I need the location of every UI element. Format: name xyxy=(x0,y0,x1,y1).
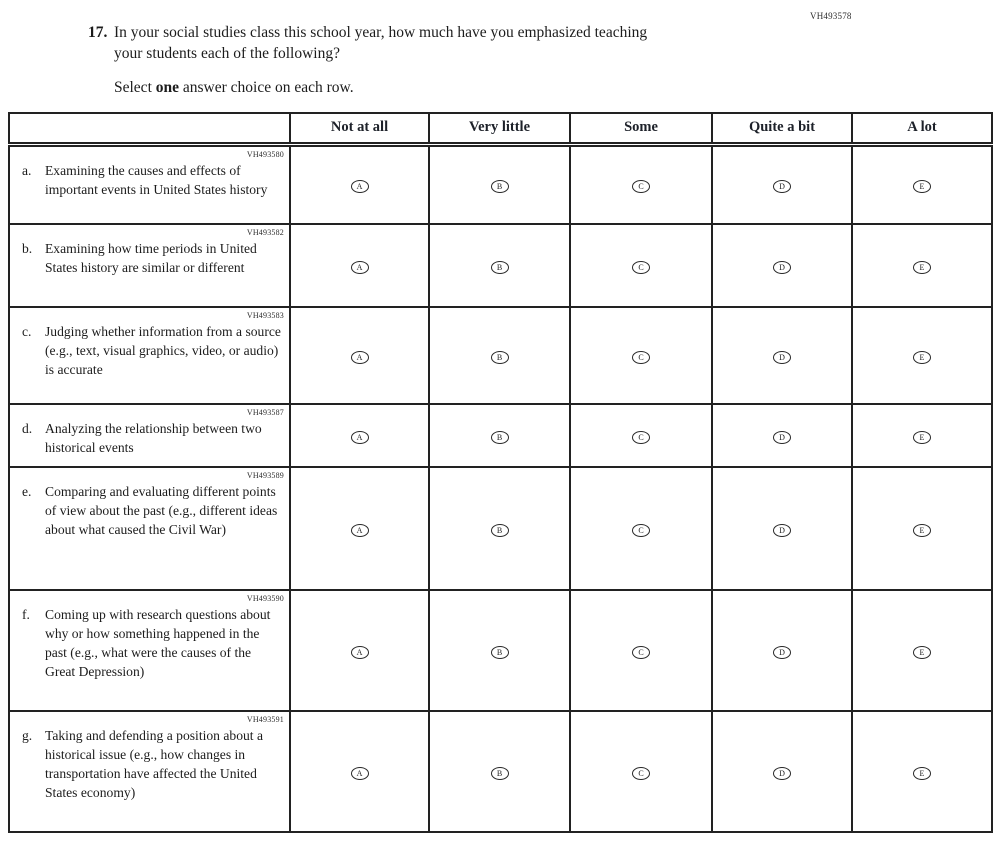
option-bubble-b[interactable]: B xyxy=(491,646,509,659)
option-cell xyxy=(290,590,429,711)
row-text: Coming up with research questions about why or how something happened in the past (e.g., what were the causes of the Great Depression) xyxy=(45,607,271,679)
option-bubble-e[interactable]: E xyxy=(913,431,931,444)
table-row-g xyxy=(9,711,992,832)
option-bubble-c[interactable]: C xyxy=(632,261,650,274)
option-cell xyxy=(570,144,712,224)
option-bubble-b[interactable]: B xyxy=(491,261,509,274)
row-letter: a. xyxy=(22,162,32,178)
option-cell xyxy=(852,711,992,832)
form-code: VH493578 xyxy=(810,11,852,21)
option-cell xyxy=(570,307,712,404)
option-bubble-e[interactable]: E xyxy=(913,180,931,193)
row-letter: f. xyxy=(22,607,30,622)
row-letter: b. xyxy=(22,241,33,256)
option-cell xyxy=(712,224,852,307)
row-code: VH493582 xyxy=(246,228,284,237)
instruction-suffix: answer choice on each row. xyxy=(179,79,354,96)
row-stem xyxy=(9,467,290,590)
row-letter: e. xyxy=(22,484,32,499)
row-stem xyxy=(9,307,290,404)
question-number: 17. xyxy=(88,24,108,41)
option-bubble-a[interactable]: A xyxy=(351,261,369,274)
option-bubble-c[interactable]: C xyxy=(632,431,650,444)
option-bubble-d[interactable]: D xyxy=(773,180,791,193)
option-cell xyxy=(852,144,992,224)
option-bubble-a[interactable]: A xyxy=(351,767,369,780)
option-bubble-b[interactable]: B xyxy=(491,767,509,780)
column-header-some: Some xyxy=(570,113,712,144)
row-code: VH493583 xyxy=(246,311,284,320)
option-cell xyxy=(290,404,429,467)
instruction-prefix: Select xyxy=(114,79,156,96)
row-letter: d. xyxy=(22,421,33,436)
option-bubble-d[interactable]: D xyxy=(773,646,791,659)
option-bubble-e[interactable]: E xyxy=(913,351,931,364)
option-cell xyxy=(852,307,992,404)
row-letter: g. xyxy=(22,728,33,743)
column-header-very-little: Very little xyxy=(429,113,570,144)
row-code: VH493591 xyxy=(246,715,284,724)
option-cell xyxy=(712,590,852,711)
option-bubble-c[interactable]: C xyxy=(632,767,650,780)
option-cell xyxy=(712,307,852,404)
option-cell xyxy=(852,467,992,590)
option-bubble-e[interactable]: E xyxy=(913,646,931,659)
row-text: Taking and defending a position about a historical issue (e.g., how changes in transportation have affected the United States economy) xyxy=(45,728,264,800)
option-cell xyxy=(429,144,570,224)
option-bubble-c[interactable]: C xyxy=(632,351,650,364)
option-cell xyxy=(290,307,429,404)
column-header-not-at-all: Not at all xyxy=(290,113,429,144)
row-code: VH493580 xyxy=(246,149,284,159)
question-text xyxy=(114,22,647,64)
option-bubble-b[interactable]: B xyxy=(491,180,509,193)
row-code: VH493587 xyxy=(246,408,284,417)
option-bubble-c[interactable]: C xyxy=(632,180,650,193)
row-code: VH493590 xyxy=(246,594,284,603)
option-cell xyxy=(570,224,712,307)
option-cell xyxy=(290,224,429,307)
option-cell xyxy=(429,404,570,467)
column-header-quite-a-bit: Quite a bit xyxy=(712,113,852,144)
row-stem xyxy=(9,590,290,711)
option-cell xyxy=(570,467,712,590)
instruction-bold-word: one xyxy=(155,79,179,96)
option-cell xyxy=(429,224,570,307)
option-cell xyxy=(429,467,570,590)
option-cell xyxy=(570,590,712,711)
column-header-a-lot: A lot xyxy=(852,113,992,144)
option-bubble-a[interactable]: A xyxy=(351,524,369,537)
option-bubble-a[interactable]: A xyxy=(351,431,369,444)
option-cell xyxy=(570,711,712,832)
option-cell xyxy=(429,711,570,832)
row-text: Judging whether information from a source (e.g., text, visual graphics, video, or audio) is accurate xyxy=(45,324,281,377)
option-bubble-c[interactable]: C xyxy=(632,524,650,537)
option-bubble-c[interactable]: C xyxy=(632,646,650,659)
option-bubble-e[interactable]: E xyxy=(913,524,931,537)
option-bubble-d[interactable]: D xyxy=(773,261,791,274)
option-cell xyxy=(852,590,992,711)
option-cell xyxy=(712,467,852,590)
row-text: Analyzing the relationship between two historical events xyxy=(45,421,262,455)
table-row-e xyxy=(9,467,992,590)
option-bubble-a[interactable]: A xyxy=(351,180,369,193)
option-cell xyxy=(712,404,852,467)
option-cell xyxy=(712,144,852,224)
option-bubble-b[interactable]: B xyxy=(491,351,509,364)
option-cell xyxy=(429,307,570,404)
row-stem xyxy=(9,144,290,224)
option-bubble-e[interactable]: E xyxy=(913,767,931,780)
row-letter: c. xyxy=(22,324,32,339)
row-text: Comparing and evaluating different points of view about the past (e.g., different ideas about what caused the Civil War) xyxy=(45,484,278,537)
row-text: Examining how time periods in United States history are similar or different xyxy=(45,241,257,275)
row-stem xyxy=(9,404,290,467)
option-bubble-d[interactable]: D xyxy=(773,431,791,444)
option-cell xyxy=(290,144,429,224)
option-cell xyxy=(852,224,992,307)
row-stem xyxy=(9,711,290,832)
table-row-c xyxy=(9,307,992,404)
option-cell xyxy=(852,404,992,467)
row-stem xyxy=(9,224,290,307)
header-stem-empty xyxy=(9,113,290,144)
option-cell xyxy=(290,467,429,590)
emphasis-matrix-table xyxy=(8,112,993,833)
option-bubble-a[interactable]: A xyxy=(351,351,369,364)
option-bubble-b[interactable]: B xyxy=(491,524,509,537)
question-line-1: In your social studies class this school year, how much have you emphasized teaching xyxy=(114,24,648,41)
option-cell xyxy=(570,404,712,467)
table-row-f xyxy=(9,590,992,711)
option-bubble-d[interactable]: D xyxy=(773,767,791,780)
option-bubble-a[interactable]: A xyxy=(351,646,369,659)
table-row-d xyxy=(9,404,992,467)
option-bubble-d[interactable]: D xyxy=(773,524,791,537)
option-bubble-e[interactable]: E xyxy=(913,261,931,274)
table-row-b xyxy=(9,224,992,307)
option-cell xyxy=(290,711,429,832)
row-text: Examining the causes and effects of important events in United States history xyxy=(45,162,268,197)
row-code: VH493589 xyxy=(246,471,284,480)
question-block xyxy=(88,22,788,98)
table-row-a xyxy=(9,144,992,224)
question-line-2: your students each of the following? xyxy=(114,45,340,62)
option-bubble-d[interactable]: D xyxy=(773,351,791,364)
option-bubble-b[interactable]: B xyxy=(491,431,509,444)
option-cell xyxy=(712,711,852,832)
instruction-text xyxy=(114,77,788,98)
option-cell xyxy=(429,590,570,711)
header-row xyxy=(9,113,992,144)
